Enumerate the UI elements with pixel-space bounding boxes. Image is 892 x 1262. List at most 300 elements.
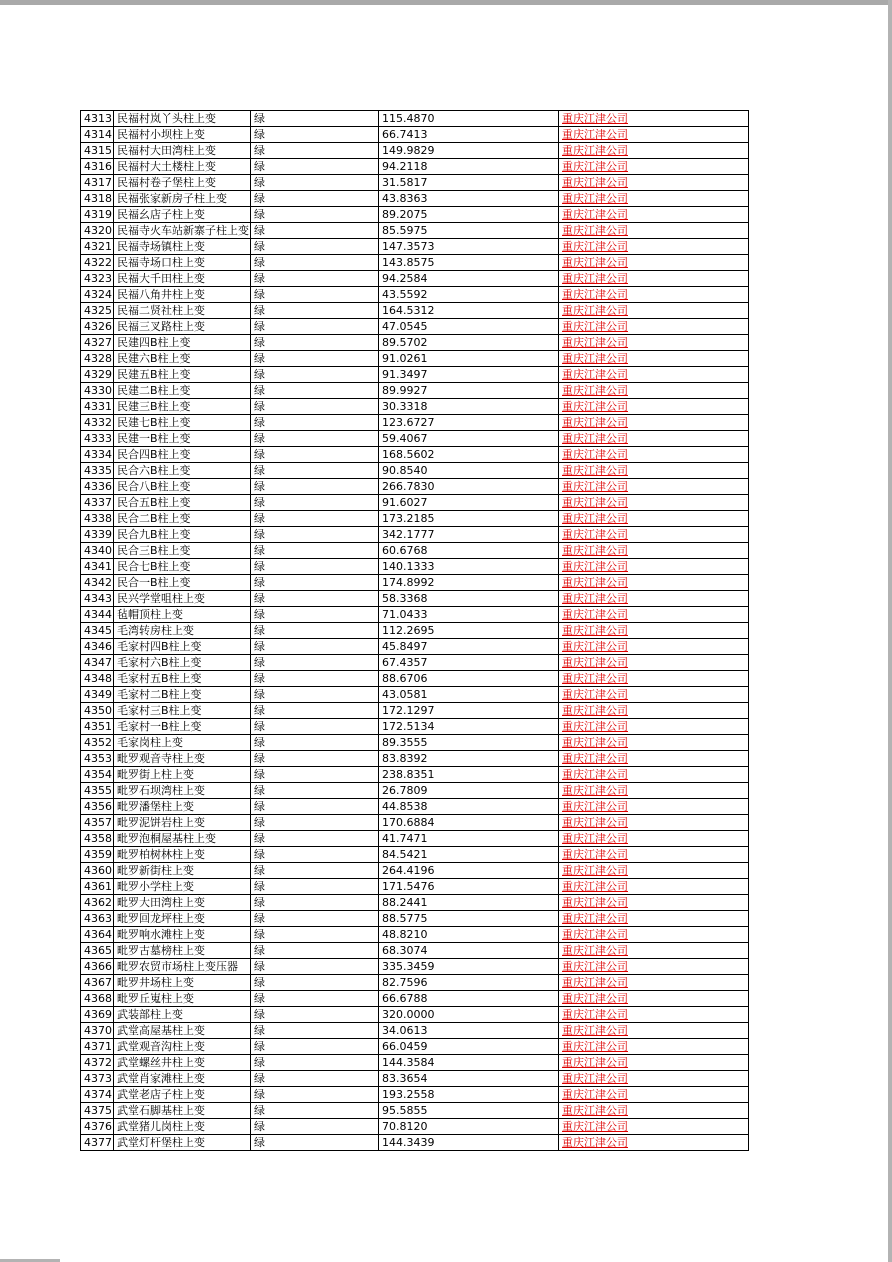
row-id-cell: 4325 <box>81 303 114 319</box>
company-cell <box>559 703 749 719</box>
status-cell: 绿 <box>251 815 379 831</box>
company-cell <box>559 559 749 575</box>
company-cell <box>559 655 749 671</box>
status-cell: 绿 <box>251 1135 379 1151</box>
company-link[interactable]: 重庆江津公司 <box>562 896 628 909</box>
company-link[interactable]: 重庆江津公司 <box>562 592 628 605</box>
device-name-cell: 民建二B柱上变 <box>114 383 251 399</box>
table-row <box>81 799 749 815</box>
device-name-cell: 民建四B柱上变 <box>114 335 251 351</box>
device-name-cell: 毛家村二B柱上变 <box>114 687 251 703</box>
company-link[interactable]: 重庆江津公司 <box>562 352 628 365</box>
capacity-value-cell: 89.3555 <box>379 735 559 751</box>
company-cell <box>559 1023 749 1039</box>
status-cell: 绿 <box>251 319 379 335</box>
company-link[interactable]: 重庆江津公司 <box>562 288 628 301</box>
row-id-cell: 4331 <box>81 399 114 415</box>
status-cell: 绿 <box>251 543 379 559</box>
company-cell <box>559 767 749 783</box>
device-name-cell: 民福二贤社柱上变 <box>114 303 251 319</box>
table-row <box>81 927 749 943</box>
company-link[interactable]: 重庆江津公司 <box>562 224 628 237</box>
company-cell <box>559 319 749 335</box>
company-link[interactable]: 重庆江津公司 <box>562 1008 628 1021</box>
status-cell: 绿 <box>251 943 379 959</box>
table-row <box>81 911 749 927</box>
company-cell <box>559 127 749 143</box>
row-id-cell: 4319 <box>81 207 114 223</box>
status-cell: 绿 <box>251 1087 379 1103</box>
table-row <box>81 607 749 623</box>
device-name-cell: 民建一B柱上变 <box>114 431 251 447</box>
company-cell <box>559 223 749 239</box>
row-id-cell: 4360 <box>81 863 114 879</box>
capacity-value-cell: 66.7413 <box>379 127 559 143</box>
company-cell <box>559 863 749 879</box>
device-name-cell: 民建六B柱上变 <box>114 351 251 367</box>
table-row <box>81 575 749 591</box>
table-row <box>81 671 749 687</box>
company-link[interactable]: 重庆江津公司 <box>562 496 628 509</box>
company-link[interactable]: 重庆江津公司 <box>562 160 628 173</box>
status-cell: 绿 <box>251 239 379 255</box>
status-cell: 绿 <box>251 1007 379 1023</box>
company-cell <box>559 495 749 511</box>
company-link[interactable]: 重庆江津公司 <box>562 448 628 461</box>
company-cell <box>559 879 749 895</box>
company-link[interactable]: 重庆江津公司 <box>562 432 628 445</box>
capacity-value-cell: 174.8992 <box>379 575 559 591</box>
company-cell <box>559 191 749 207</box>
company-link[interactable]: 重庆江津公司 <box>562 880 628 893</box>
company-cell <box>559 415 749 431</box>
device-name-cell: 民福大千田柱上变 <box>114 271 251 287</box>
table-row <box>81 639 749 655</box>
capacity-value-cell: 264.4196 <box>379 863 559 879</box>
company-cell <box>559 239 749 255</box>
capacity-value-cell: 164.5312 <box>379 303 559 319</box>
table-row <box>81 767 749 783</box>
company-link[interactable]: 重庆江津公司 <box>562 768 628 781</box>
device-name-cell: 毛家村六B柱上变 <box>114 655 251 671</box>
row-id-cell: 4317 <box>81 175 114 191</box>
company-link[interactable]: 重庆江津公司 <box>562 528 628 541</box>
device-name-cell: 毛家岗柱上变 <box>114 735 251 751</box>
company-link[interactable]: 重庆江津公司 <box>562 992 628 1005</box>
company-cell <box>559 543 749 559</box>
table-row <box>81 879 749 895</box>
company-cell <box>559 159 749 175</box>
company-link[interactable]: 重庆江津公司 <box>562 848 628 861</box>
company-cell <box>559 719 749 735</box>
row-id-cell: 4332 <box>81 415 114 431</box>
capacity-value-cell: 66.0459 <box>379 1039 559 1055</box>
row-id-cell: 4372 <box>81 1055 114 1071</box>
table-row <box>81 1119 749 1135</box>
device-name-cell: 民福三叉路柱上变 <box>114 319 251 335</box>
row-id-cell: 4341 <box>81 559 114 575</box>
device-name-cell: 民建三B柱上变 <box>114 399 251 415</box>
company-cell <box>559 527 749 543</box>
window-right-edge <box>888 0 892 1262</box>
capacity-value-cell: 320.0000 <box>379 1007 559 1023</box>
company-link[interactable]: 重庆江津公司 <box>562 128 628 141</box>
row-id-cell: 4323 <box>81 271 114 287</box>
table-row <box>81 447 749 463</box>
company-link[interactable]: 重庆江津公司 <box>562 240 628 253</box>
device-name-cell: 毛家村一B柱上变 <box>114 719 251 735</box>
row-id-cell: 4362 <box>81 895 114 911</box>
company-cell <box>559 591 749 607</box>
company-link[interactable]: 重庆江津公司 <box>562 1104 628 1117</box>
table-row <box>81 255 749 271</box>
company-link[interactable]: 重庆江津公司 <box>562 1056 628 1069</box>
device-name-cell: 民合九B柱上变 <box>114 527 251 543</box>
row-id-cell: 4335 <box>81 463 114 479</box>
device-name-cell: 武堂高屋基柱上变 <box>114 1023 251 1039</box>
status-cell: 绿 <box>251 127 379 143</box>
company-cell <box>559 143 749 159</box>
company-cell <box>559 1119 749 1135</box>
capacity-value-cell: 88.2441 <box>379 895 559 911</box>
capacity-value-cell: 112.2695 <box>379 623 559 639</box>
company-cell <box>559 351 749 367</box>
company-cell <box>559 815 749 831</box>
capacity-value-cell: 115.4870 <box>379 111 559 127</box>
row-id-cell: 4370 <box>81 1023 114 1039</box>
row-id-cell: 4374 <box>81 1087 114 1103</box>
capacity-value-cell: 66.6788 <box>379 991 559 1007</box>
status-cell: 绿 <box>251 447 379 463</box>
company-link[interactable]: 重庆江津公司 <box>562 512 628 525</box>
status-cell: 绿 <box>251 895 379 911</box>
company-cell <box>559 927 749 943</box>
company-link[interactable]: 重庆江津公司 <box>562 784 628 797</box>
table-row <box>81 1007 749 1023</box>
row-id-cell: 4365 <box>81 943 114 959</box>
row-id-cell: 4367 <box>81 975 114 991</box>
capacity-value-cell: 173.2185 <box>379 511 559 527</box>
status-cell: 绿 <box>251 495 379 511</box>
status-cell: 绿 <box>251 735 379 751</box>
row-id-cell: 4358 <box>81 831 114 847</box>
company-link[interactable]: 重庆江津公司 <box>562 304 628 317</box>
status-cell: 绿 <box>251 799 379 815</box>
company-cell <box>559 287 749 303</box>
table-row <box>81 143 749 159</box>
company-cell <box>559 975 749 991</box>
device-name-cell: 民合四B柱上变 <box>114 447 251 463</box>
table-row <box>81 431 749 447</box>
table-row <box>81 303 749 319</box>
device-name-cell: 武堂观音沟柱上变 <box>114 1039 251 1055</box>
device-name-cell: 毗罗回龙坪柱上变 <box>114 911 251 927</box>
row-id-cell: 4346 <box>81 639 114 655</box>
row-id-cell: 4326 <box>81 319 114 335</box>
company-link[interactable]: 重庆江津公司 <box>562 960 628 973</box>
company-link[interactable]: 重庆江津公司 <box>562 688 628 701</box>
window-top-edge <box>0 0 892 5</box>
company-cell <box>559 463 749 479</box>
status-cell: 绿 <box>251 527 379 543</box>
device-name-cell: 民福寺场镇柱上变 <box>114 239 251 255</box>
table-row <box>81 399 749 415</box>
capacity-value-cell: 91.3497 <box>379 367 559 383</box>
company-link[interactable]: 重庆江津公司 <box>562 544 628 557</box>
capacity-value-cell: 143.8575 <box>379 255 559 271</box>
device-name-cell: 毛湾转房柱上变 <box>114 623 251 639</box>
company-link[interactable]: 重庆江津公司 <box>562 576 628 589</box>
company-cell <box>559 911 749 927</box>
company-cell <box>559 1007 749 1023</box>
capacity-value-cell: 89.9927 <box>379 383 559 399</box>
company-link[interactable]: 重庆江津公司 <box>562 864 628 877</box>
capacity-value-cell: 68.3074 <box>379 943 559 959</box>
company-link[interactable]: 重庆江津公司 <box>562 1072 628 1085</box>
company-cell <box>559 255 749 271</box>
capacity-value-cell: 71.0433 <box>379 607 559 623</box>
company-cell <box>559 383 749 399</box>
row-id-cell: 4348 <box>81 671 114 687</box>
company-link[interactable]: 重庆江津公司 <box>562 928 628 941</box>
table-row <box>81 239 749 255</box>
capacity-value-cell: 342.1777 <box>379 527 559 543</box>
status-cell: 绿 <box>251 175 379 191</box>
company-link[interactable]: 重庆江津公司 <box>562 256 628 269</box>
company-link[interactable]: 重庆江津公司 <box>562 704 628 717</box>
company-link[interactable]: 重庆江津公司 <box>562 176 628 189</box>
capacity-value-cell: 95.5855 <box>379 1103 559 1119</box>
company-cell <box>559 751 749 767</box>
company-cell <box>559 575 749 591</box>
row-id-cell: 4361 <box>81 879 114 895</box>
table-row <box>81 287 749 303</box>
company-link[interactable]: 重庆江津公司 <box>562 832 628 845</box>
capacity-value-cell: 170.6884 <box>379 815 559 831</box>
device-name-cell: 武堂猪儿岗柱上变 <box>114 1119 251 1135</box>
status-cell: 绿 <box>251 751 379 767</box>
company-link[interactable]: 重庆江津公司 <box>562 1088 628 1101</box>
status-cell: 绿 <box>251 223 379 239</box>
table-row <box>81 1087 749 1103</box>
table-row <box>81 703 749 719</box>
company-link[interactable]: 重庆江津公司 <box>562 480 628 493</box>
status-cell: 绿 <box>251 383 379 399</box>
device-name-cell: 毛家村四B柱上变 <box>114 639 251 655</box>
status-cell: 绿 <box>251 463 379 479</box>
company-cell <box>559 479 749 495</box>
company-link[interactable]: 重庆江津公司 <box>562 656 628 669</box>
row-id-cell: 4321 <box>81 239 114 255</box>
company-cell <box>559 959 749 975</box>
company-cell <box>559 671 749 687</box>
table-row <box>81 591 749 607</box>
company-link[interactable]: 重庆江津公司 <box>562 976 628 989</box>
company-cell <box>559 303 749 319</box>
row-id-cell: 4349 <box>81 687 114 703</box>
table-row <box>81 335 749 351</box>
capacity-value-cell: 89.5702 <box>379 335 559 351</box>
row-id-cell: 4352 <box>81 735 114 751</box>
table-row <box>81 831 749 847</box>
row-id-cell: 4345 <box>81 623 114 639</box>
company-link[interactable]: 重庆江津公司 <box>562 912 628 925</box>
device-name-cell: 民福村小坝柱上变 <box>114 127 251 143</box>
device-name-cell: 民合八B柱上变 <box>114 479 251 495</box>
company-link[interactable]: 重庆江津公司 <box>562 272 628 285</box>
company-link[interactable]: 重庆江津公司 <box>562 1136 628 1149</box>
status-cell: 绿 <box>251 975 379 991</box>
status-cell: 绿 <box>251 847 379 863</box>
capacity-value-cell: 149.9829 <box>379 143 559 159</box>
company-cell <box>559 991 749 1007</box>
company-link[interactable]: 重庆江津公司 <box>562 464 628 477</box>
company-link[interactable]: 重庆江津公司 <box>562 1120 628 1133</box>
row-id-cell: 4368 <box>81 991 114 1007</box>
capacity-value-cell: 91.0261 <box>379 351 559 367</box>
company-link[interactable]: 重庆江津公司 <box>562 320 628 333</box>
company-link[interactable]: 重庆江津公司 <box>562 640 628 653</box>
device-name-cell: 毗罗丘嵬柱上变 <box>114 991 251 1007</box>
company-link[interactable]: 重庆江津公司 <box>562 112 628 125</box>
table-row <box>81 863 749 879</box>
company-link[interactable]: 重庆江津公司 <box>562 192 628 205</box>
company-link[interactable]: 重庆江津公司 <box>562 736 628 749</box>
capacity-value-cell: 44.8538 <box>379 799 559 815</box>
company-link[interactable]: 重庆江津公司 <box>562 608 628 621</box>
row-id-cell: 4316 <box>81 159 114 175</box>
row-id-cell: 4363 <box>81 911 114 927</box>
company-link[interactable]: 重庆江津公司 <box>562 800 628 813</box>
company-link[interactable]: 重庆江津公司 <box>562 144 628 157</box>
device-name-cell: 毗罗泥饼岩柱上变 <box>114 815 251 831</box>
row-id-cell: 4357 <box>81 815 114 831</box>
status-cell: 绿 <box>251 479 379 495</box>
status-cell: 绿 <box>251 879 379 895</box>
status-cell: 绿 <box>251 303 379 319</box>
device-name-cell: 毗罗柏树林柱上变 <box>114 847 251 863</box>
device-name-cell: 毡帽顶柱上变 <box>114 607 251 623</box>
company-link[interactable]: 重庆江津公司 <box>562 384 628 397</box>
row-id-cell: 4366 <box>81 959 114 975</box>
company-link[interactable]: 重庆江津公司 <box>562 368 628 381</box>
table-row <box>81 783 749 799</box>
table-row <box>81 463 749 479</box>
company-cell <box>559 831 749 847</box>
company-link[interactable]: 重庆江津公司 <box>562 560 628 573</box>
status-cell: 绿 <box>251 575 379 591</box>
row-id-cell: 4313 <box>81 111 114 127</box>
table-row <box>81 1071 749 1087</box>
transformer-data-table <box>80 110 749 1151</box>
company-link[interactable]: 重庆江津公司 <box>562 672 628 685</box>
row-id-cell: 4330 <box>81 383 114 399</box>
company-cell <box>559 623 749 639</box>
table-row <box>81 895 749 911</box>
device-name-cell: 毗罗街上柱上变 <box>114 767 251 783</box>
device-name-cell: 民福寺火车站新寨子柱上变 <box>114 223 251 239</box>
status-cell: 绿 <box>251 655 379 671</box>
company-link[interactable]: 重庆江津公司 <box>562 752 628 765</box>
status-cell: 绿 <box>251 591 379 607</box>
device-name-cell: 民合三B柱上变 <box>114 543 251 559</box>
company-link[interactable]: 重庆江津公司 <box>562 944 628 957</box>
capacity-value-cell: 90.8540 <box>379 463 559 479</box>
table-row <box>81 751 749 767</box>
row-id-cell: 4337 <box>81 495 114 511</box>
company-link[interactable]: 重庆江津公司 <box>562 720 628 733</box>
status-cell: 绿 <box>251 111 379 127</box>
company-cell <box>559 735 749 751</box>
table-row <box>81 351 749 367</box>
device-name-cell: 毗罗石坝湾柱上变 <box>114 783 251 799</box>
capacity-value-cell: 83.8392 <box>379 751 559 767</box>
company-link[interactable]: 重庆江津公司 <box>562 816 628 829</box>
capacity-value-cell: 58.3368 <box>379 591 559 607</box>
company-link[interactable]: 重庆江津公司 <box>562 336 628 349</box>
company-link[interactable]: 重庆江津公司 <box>562 1040 628 1053</box>
company-cell <box>559 1039 749 1055</box>
table-body <box>81 111 749 1151</box>
status-cell: 绿 <box>251 623 379 639</box>
company-cell <box>559 687 749 703</box>
company-link[interactable]: 重庆江津公司 <box>562 416 628 429</box>
company-cell <box>559 399 749 415</box>
status-cell: 绿 <box>251 607 379 623</box>
company-link[interactable]: 重庆江津公司 <box>562 208 628 221</box>
table-row <box>81 735 749 751</box>
row-id-cell: 4376 <box>81 1119 114 1135</box>
device-name-cell: 民兴学堂咀柱上变 <box>114 591 251 607</box>
row-id-cell: 4350 <box>81 703 114 719</box>
status-cell: 绿 <box>251 687 379 703</box>
row-id-cell: 4356 <box>81 799 114 815</box>
capacity-value-cell: 82.7596 <box>379 975 559 991</box>
device-name-cell: 民福张家新房子柱上变 <box>114 191 251 207</box>
company-cell <box>559 271 749 287</box>
table-row <box>81 1055 749 1071</box>
status-cell: 绿 <box>251 959 379 975</box>
company-link[interactable]: 重庆江津公司 <box>562 1024 628 1037</box>
company-cell <box>559 431 749 447</box>
table-row <box>81 191 749 207</box>
capacity-value-cell: 43.5592 <box>379 287 559 303</box>
device-name-cell: 民合一B柱上变 <box>114 575 251 591</box>
capacity-value-cell: 34.0613 <box>379 1023 559 1039</box>
table-row <box>81 527 749 543</box>
status-cell: 绿 <box>251 511 379 527</box>
capacity-value-cell: 123.6727 <box>379 415 559 431</box>
capacity-value-cell: 70.8120 <box>379 1119 559 1135</box>
device-name-cell: 毛家村五B柱上变 <box>114 671 251 687</box>
company-link[interactable]: 重庆江津公司 <box>562 400 628 413</box>
company-cell <box>559 447 749 463</box>
device-name-cell: 武堂老店子柱上变 <box>114 1087 251 1103</box>
device-name-cell: 毗罗潘堡柱上变 <box>114 799 251 815</box>
company-cell <box>559 895 749 911</box>
table-row <box>81 975 749 991</box>
capacity-value-cell: 335.3459 <box>379 959 559 975</box>
company-cell <box>559 511 749 527</box>
table-row <box>81 847 749 863</box>
company-cell <box>559 783 749 799</box>
capacity-value-cell: 193.2558 <box>379 1087 559 1103</box>
capacity-value-cell: 43.8363 <box>379 191 559 207</box>
row-id-cell: 4344 <box>81 607 114 623</box>
company-link[interactable]: 重庆江津公司 <box>562 624 628 637</box>
device-name-cell: 民福幺店子柱上变 <box>114 207 251 223</box>
status-cell: 绿 <box>251 255 379 271</box>
